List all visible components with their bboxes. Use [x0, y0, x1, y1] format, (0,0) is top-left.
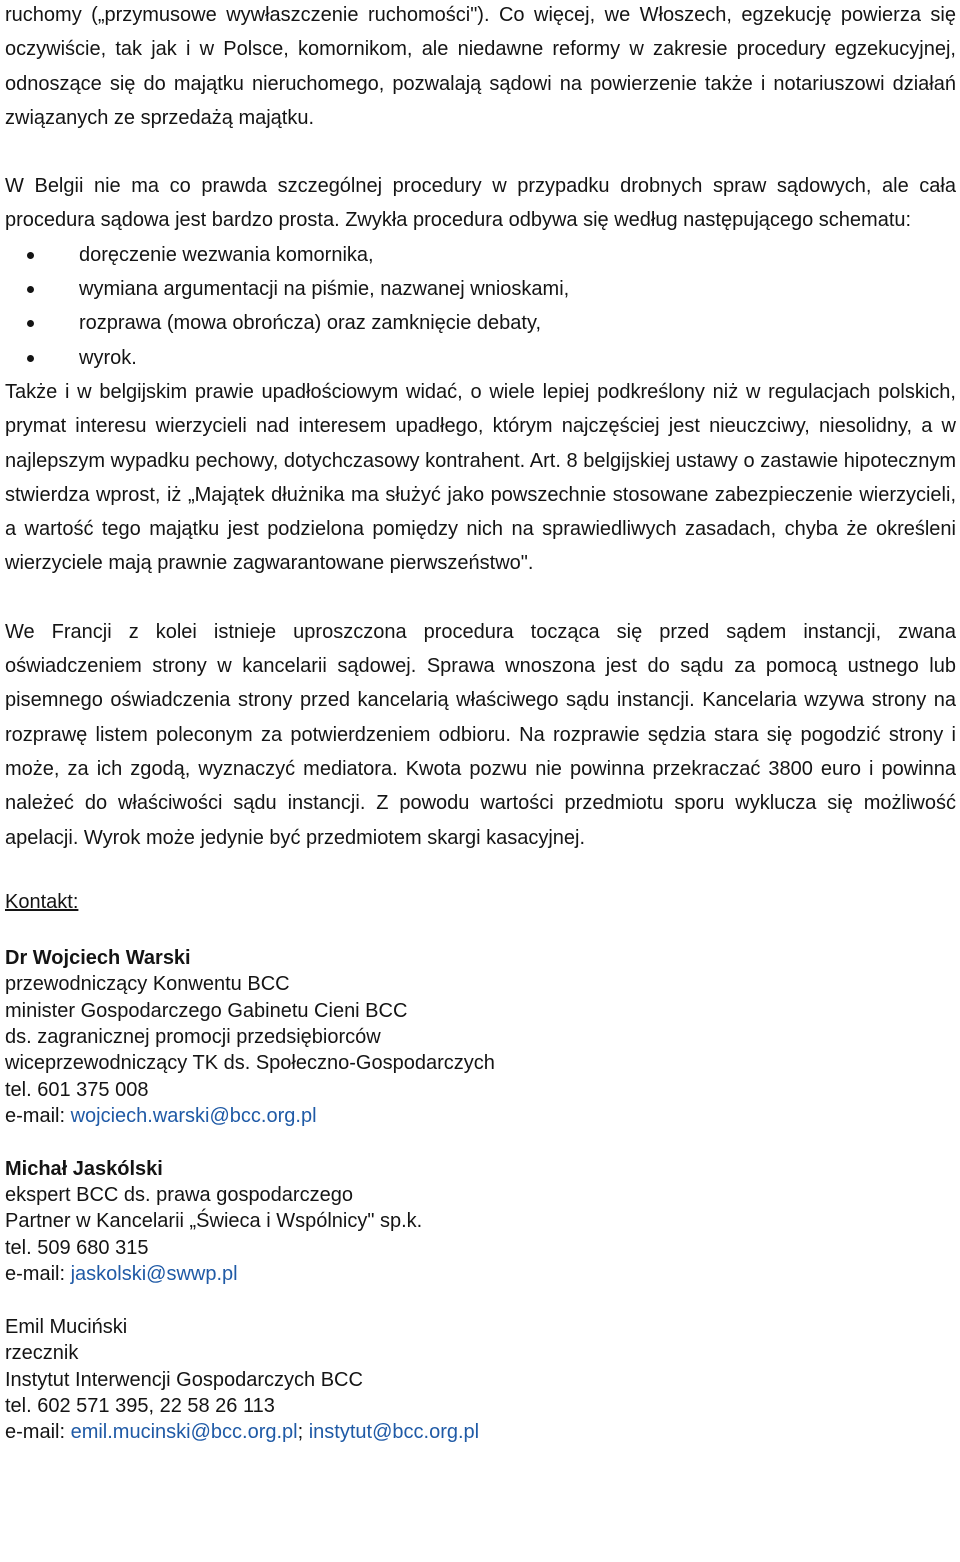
list-item	[5, 341, 956, 375]
contact-phone: tel. 601 375 008	[5, 1078, 149, 1101]
paragraph-italy: ruchomy („przymusowe wywłaszczenie ruchomości"). Co więcej, we Włoszech, egzekucję powierza się oczywiście, tak jak i w Polsce, komornikom, ale niedawne reformy w zakresie procedury egzekucyjnej, odnoszące się do majątku nieruchomego, pozwalają sądowi na powierzenie także i notariuszowi działań związanych ze sprzedażą majątku.	[5, 4, 956, 129]
contact-line: ds. zagranicznej promocji przedsiębiorców	[5, 1026, 381, 1049]
paragraph-belgian-bankruptcy: Także i w belgijskim prawie upadłościowym widać, o wiele lepiej podkreślony niż w regulacjach polskich, prymat interesu wierzycieli nad interesem upadłego, którym najczęściej jest nieuczciwy, niesolidny, a w najlepszym wypadku pechowy, dotychczasowy kontrahent. Art. 8 belgijskiej ustawy o zastawie hipotecznym stwierdza wprost, iż „Majątek dłużnika ma służyć jako powszechnie stosowane zabezpieczenie wierzycieli, a wartość tego majątku jest podzielona pomiędzy nich na sprawiedliwych zasadach, chyba że określeni wierzyciele mają prawnie zagwarantowane pierwszeństwo".	[5, 380, 956, 575]
bullet-icon	[27, 252, 34, 259]
contact-email-row	[5, 1103, 956, 1129]
section-gap	[5, 855, 956, 889]
paragraph-belgium: W Belgii nie ma co prawda szczególnej procedury w przypadku drobnych spraw sądowych, ale cała procedura sądowa jest bardzo prosta. Zwykła procedura odbywa się według następującego schematu:	[5, 175, 956, 232]
list-item-text: doręczenie wezwania komornika,	[79, 243, 374, 266]
contact-name: Emil Muciński	[5, 1315, 128, 1338]
bullet-icon	[27, 286, 34, 293]
paragraph-gap	[5, 581, 956, 615]
contact-line: Instytut Interwencji Gospodarczych BCC	[5, 1368, 363, 1391]
email-label: e-mail:	[5, 1421, 71, 1444]
contact-email-row	[5, 1419, 956, 1445]
procedure-list	[5, 238, 956, 375]
list-item-text: rozprawa (mowa obrończa) oraz zamknięcie debaty,	[79, 312, 542, 335]
contact-card-mucinski	[5, 1314, 956, 1446]
email-link-secondary[interactable]: instytut@bcc.org.pl	[308, 1421, 480, 1444]
contact-phone: tel. 509 680 315	[5, 1236, 149, 1259]
bullet-icon	[27, 355, 34, 362]
contact-gap	[5, 1288, 956, 1314]
contact-line: rzecznik	[5, 1342, 79, 1365]
list-item-text: wyrok.	[79, 346, 137, 369]
contact-email-row	[5, 1261, 956, 1287]
list-item-text: wymiana argumentacji na piśmie, nazwanej wnioskami,	[79, 278, 570, 301]
email-label: e-mail:	[5, 1105, 71, 1128]
contact-line: przewodniczący Konwentu BCC	[5, 973, 290, 996]
paragraph-france: We Francji z kolei istnieje uproszczona procedura tocząca się przed sądem instancji, zwana oświadczeniem strony w kancelarii sądowej. Sprawa wnoszona jest do sądu za pomocą ustnego lub pisemnego oświadczenia strony przed kancelarią właściwego sądu instancji. Kancelaria wzywa strony na rozprawę listem poleconym za potwierdzeniem odbioru. Na rozprawie sędzia stara się pogodzić strony i może, za ich zgodą, wyznaczyć mediatora. Kwota pozwu nie powinna przekraczać 3800 euro i powinna należeć do właściwości sądu instancji. Z powodu wartości przedmiotu sporu wyklucza się możliwość apelacji. Wyrok może jedynie być przedmiotem skargi kasacyjnej.	[5, 620, 956, 849]
contact-line: wiceprzewodniczący TK ds. Społeczno-Gospodarczych	[5, 1052, 495, 1075]
paragraph-gap	[5, 135, 956, 169]
list-item	[5, 306, 956, 340]
contact-name: Dr Wojciech Warski	[5, 946, 191, 969]
email-label: e-mail:	[5, 1263, 71, 1286]
section-gap	[5, 915, 956, 945]
bullet-icon	[27, 320, 34, 327]
email-link[interactable]: jaskolski@swwp.pl	[70, 1263, 238, 1286]
contact-gap	[5, 1130, 956, 1156]
contact-line: Partner w Kancelarii „Świeca i Wspólnicy" sp.k.	[5, 1210, 423, 1233]
email-link[interactable]: wojciech.warski@bcc.org.pl	[70, 1105, 317, 1128]
document-page	[5, 0, 956, 1446]
email-separator: ;	[297, 1421, 309, 1444]
contact-name: Michał Jaskólski	[5, 1157, 163, 1180]
contact-phone: tel. 602 571 395, 22 58 26 113	[5, 1394, 275, 1417]
contact-card-jaskolski	[5, 1156, 956, 1288]
email-link[interactable]: emil.mucinski@bcc.org.pl	[70, 1421, 298, 1444]
contact-line: minister Gospodarczego Gabinetu Cieni BCC	[5, 999, 408, 1022]
list-item	[5, 272, 956, 306]
contact-heading: Kontakt:	[5, 890, 79, 913]
contact-line: ekspert BCC ds. prawa gospodarczego	[5, 1184, 353, 1207]
list-item	[5, 238, 956, 272]
contact-card-warski	[5, 945, 956, 1130]
